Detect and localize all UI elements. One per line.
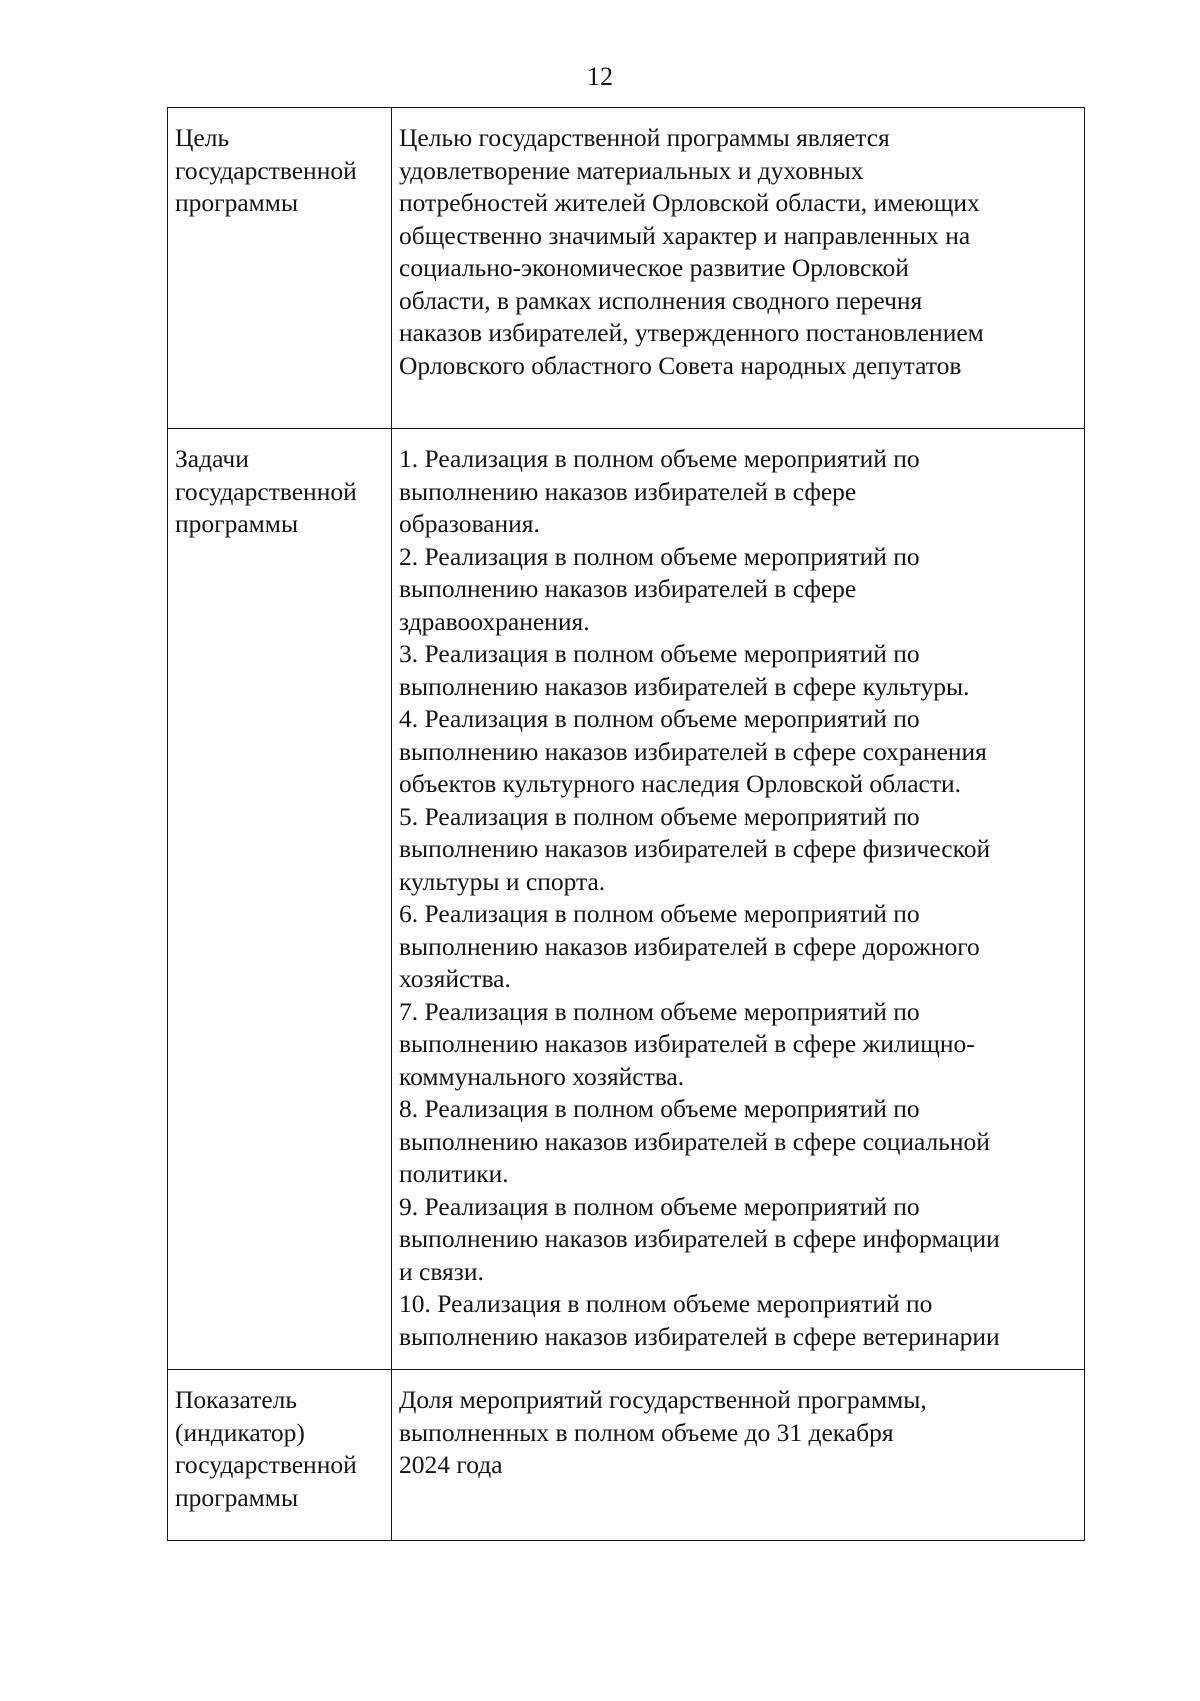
goal-label-cell: [168, 108, 392, 429]
goal-text: Целью государственной программы является удовлетворение материальных и духовных потребностей жителей Орловской области, имеющих общественно значимый характер и направленных на социально-экономическое развитие Орловской области, в рамках исполнения сводного перечня наказов избирателей, утвержденного постановлением Орловского областного Совета народных депутатов: [399, 123, 984, 380]
task-item: 6. Реализация в полном объеме мероприятий по выполнению наказов избирателей в сфере дорожного хозяйства.: [399, 899, 980, 993]
task-item: 5. Реализация в полном объеме мероприятий по выполнению наказов избирателей в сфере физической культуры и спорта.: [399, 801, 991, 896]
task-item: 8. Реализация в полном объеме мероприятий по выполнению наказов избирателей в сфере социальной политики.: [399, 1094, 990, 1188]
program-passport-table: [167, 107, 1085, 1541]
tasks-value-cell: [392, 429, 1085, 1370]
table-row-goal: [168, 108, 1085, 429]
table-row-indicator: [168, 1370, 1085, 1541]
tasks-label: Задачи государственной программы: [175, 444, 357, 538]
task-item: 1. Реализация в полном объеме мероприятий по выполнению наказов избирателей в сфере образования.: [399, 444, 920, 538]
indicator-text: Доля мероприятий государственной программы, выполненных в полном объеме до 31 декабря 2024 года: [399, 1385, 927, 1479]
task-item: 4. Реализация в полном объеме мероприятий по выполнению наказов избирателей в сфере сохранения объектов культурного наследия Орловской области.: [399, 704, 987, 798]
table-row-tasks: [168, 429, 1085, 1370]
task-item: 9. Реализация в полном объеме мероприятий по выполнению наказов избирателей в сфере информации и связи.: [399, 1191, 1000, 1286]
indicator-label-cell: [168, 1370, 392, 1541]
task-list: [399, 443, 1080, 1353]
task-item: 10. Реализация в полном объеме мероприятий по выполнению наказов избирателей в сфере ветеринарии: [399, 1289, 1000, 1351]
task-item: 2. Реализация в полном объеме мероприятий по выполнению наказов избирателей в сфере здравоохранения.: [399, 541, 920, 636]
page-number: 12: [587, 62, 613, 91]
indicator-value-cell: [392, 1370, 1085, 1541]
goal-value-cell: [392, 108, 1085, 429]
goal-label: Цель государственной программы: [175, 123, 357, 217]
task-item: 3. Реализация в полном объеме мероприятий по выполнению наказов избирателей в сфере культуры.: [399, 639, 970, 701]
task-item: 7. Реализация в полном объеме мероприятий по выполнению наказов избирателей в сфере жилищно- коммунального хозяйства.: [399, 996, 975, 1091]
indicator-label: Показатель (индикатор) государственной программы: [175, 1385, 357, 1512]
tasks-label-cell: [168, 429, 392, 1370]
